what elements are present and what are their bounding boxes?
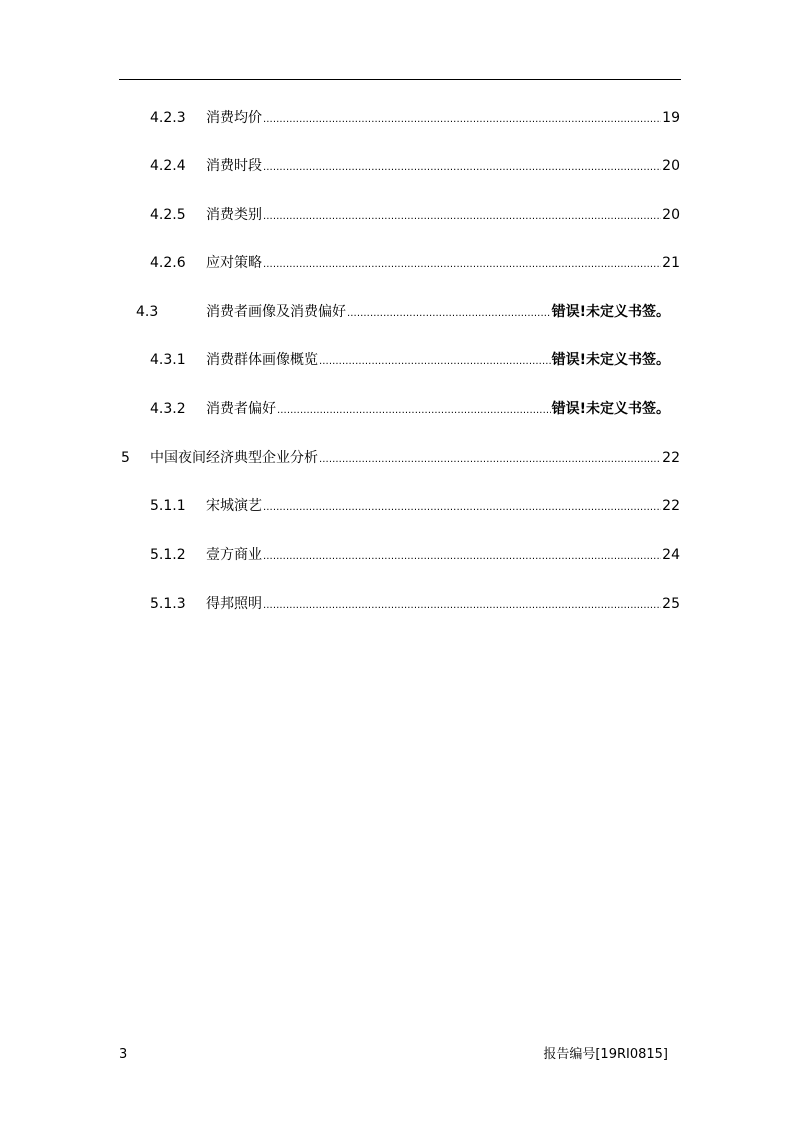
toc-entry-page: 20 — [662, 207, 680, 223]
footer-report-id: 报告编号[19RI0815] — [543, 1047, 668, 1062]
toc-entry[interactable] — [0, 204, 800, 226]
toc-dot-leader — [263, 593, 661, 617]
toc-entry-page: 21 — [662, 255, 680, 271]
toc-entry-title: 消费群体画像概览 — [206, 352, 318, 368]
toc-entry-title: 应对策略 — [206, 255, 262, 271]
toc-entry-title: 壹方商业 — [206, 547, 262, 563]
toc-entry-title: 宋城演艺 — [206, 498, 262, 514]
toc-dot-leader — [347, 301, 551, 325]
footer-page-number: 3 — [119, 1047, 128, 1062]
toc-dot-leader — [263, 204, 661, 228]
toc-entry[interactable] — [0, 495, 800, 517]
toc-entry-page: 22 — [662, 450, 680, 466]
toc-entry-page: 24 — [662, 547, 680, 563]
toc-entry-number: 5.1.2 — [150, 547, 186, 563]
toc-entry-page: 20 — [662, 158, 680, 174]
toc-entry[interactable] — [0, 252, 800, 274]
toc-entry[interactable] — [0, 398, 800, 420]
toc-entry-title: 消费类别 — [206, 207, 262, 223]
toc-dot-leader — [263, 155, 661, 179]
toc-entry-number: 5 — [121, 450, 130, 466]
toc-entry[interactable] — [0, 155, 800, 177]
toc-entry[interactable] — [0, 447, 800, 469]
toc-dot-leader — [263, 495, 661, 519]
toc-entry-title: 消费均价 — [206, 110, 262, 126]
toc-entry-page: 22 — [662, 498, 680, 514]
toc-dot-leader — [263, 252, 661, 276]
toc-entry-title: 消费者偏好 — [206, 401, 276, 417]
toc-entry-page-error: 错误!未定义书签。 — [551, 304, 670, 320]
toc-entry[interactable] — [0, 349, 800, 371]
toc-entry-title: 消费时段 — [206, 158, 262, 174]
toc-dot-leader — [263, 544, 661, 568]
toc-entry-number: 5.1.1 — [150, 498, 186, 514]
toc-entry[interactable] — [0, 544, 800, 566]
toc-entry-number: 4.2.5 — [150, 207, 186, 223]
toc-entry-number: 4.2.6 — [150, 255, 186, 271]
toc-entry-number: 4.2.3 — [150, 110, 186, 126]
toc-entry-number: 4.3 — [136, 304, 159, 320]
toc-entry[interactable] — [0, 107, 800, 129]
toc-entry-title: 消费者画像及消费偏好 — [206, 304, 346, 320]
toc-dot-leader — [319, 349, 551, 373]
toc-entry-page: 19 — [662, 110, 680, 126]
toc-entry-title: 得邦照明 — [206, 596, 262, 612]
toc-dot-leader — [319, 447, 661, 471]
toc-entry-page-error: 错误!未定义书签。 — [551, 401, 670, 417]
toc-entry-title: 中国夜间经济典型企业分析 — [150, 450, 318, 466]
toc-entry[interactable] — [0, 301, 800, 323]
toc-entry-page: 25 — [662, 596, 680, 612]
toc-dot-leader — [277, 398, 551, 422]
toc-entry-number: 5.1.3 — [150, 596, 186, 612]
toc-entry-number: 4.3.1 — [150, 352, 186, 368]
toc-entry-number: 4.3.2 — [150, 401, 186, 417]
toc-entry-page-error: 错误!未定义书签。 — [551, 352, 670, 368]
toc-entry[interactable] — [0, 593, 800, 615]
toc-entry-number: 4.2.4 — [150, 158, 186, 174]
toc-dot-leader — [263, 107, 661, 131]
